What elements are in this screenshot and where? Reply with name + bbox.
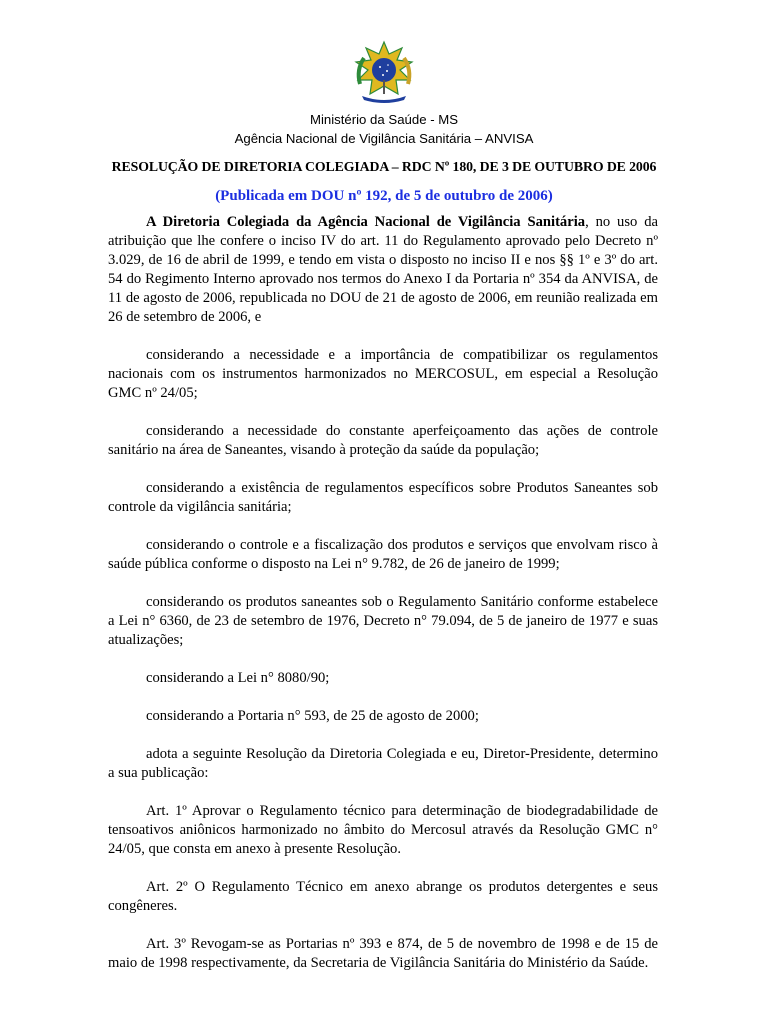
intro-paragraph <box>108 213 658 327</box>
paragraph: adota a seguinte Resolução da Diretoria Colegiada e eu, Diretor-Presidente, determino a sua publicação: <box>108 746 658 781</box>
paragraph: considerando o controle e a fiscalização dos produtos e serviços que envolvam risco à saúde pública conforme o disposto na Lei n° 9.782, de 26 de janeiro de 1999; <box>108 537 658 572</box>
ministry-name: Ministério da Saúde - MS <box>309 112 459 127</box>
paragraph: considerando a Lei n° 8080/90; <box>146 670 330 686</box>
publication-note: (Publicada em DOU nº 192, de 5 de outubro de 2006) <box>215 188 553 204</box>
article-3: Art. 3º Revogam-se as Portarias nº 393 e 874, de 5 de novembro de 1998 e de 15 de maio de 1998 respectivamente, da Secretaria de Vigilância Sanitária do Ministério da Saúde. <box>108 936 658 971</box>
resolution-title: RESOLUÇÃO DE DIRETORIA COLEGIADA – RDC Nº 180, DE 3 DE OUTUBRO DE 2006 <box>111 159 657 174</box>
paragraph: considerando a necessidade do constante aperfeiçoamento das ações de controle sanitário na área de Saneantes, visando à proteção da saúde da população; <box>108 423 658 458</box>
paragraph: considerando a Portaria n° 593, de 25 de agosto de 2000; <box>146 708 479 724</box>
resolution-body <box>108 213 658 992</box>
article-1: Art. 1º Aprovar o Regulamento técnico para determinação de biodegradabilidade de tensoativos aniônicos harmonizado no âmbito do Mercosul através da Resolução GMC n° 24/05, que consta em anexo à presente Resolução. <box>108 803 658 857</box>
agency-name: Agência Nacional de Vigilância Sanitária – ANVISA <box>234 131 534 146</box>
paragraph: considerando a necessidade e a importância de compatibilizar os regulamentos nacionais com os instrumentos harmonizados no MERCOSUL, em especial a Resolução GMC nº 24/05; <box>108 347 658 401</box>
paragraph: considerando os produtos saneantes sob o Regulamento Sanitário conforme estabelece a Lei n° 6360, de 23 de setembro de 1976, Decreto n° 79.094, de 5 de janeiro de 1977 e suas atualizações; <box>108 594 658 648</box>
paragraph: considerando a existência de regulamentos específicos sobre Produtos Saneantes sob controle da vigilância sanitária; <box>108 480 658 515</box>
intro-text: , no uso da atribuição que lhe confere o inciso IV do art. 11 do Regulamento aprovado pelo Decreto nº 3.029, de 16 de abril de 1999, e tendo em vista o disposto no inciso II e nos §§ 1º e 3º do art. 54 do Regimento Interno aprovado nos termos do Anexo I da Portaria nº 354 da ANVISA, de 11 de agosto de 2006, republicada no DOU de 21 de agosto de 2006, em reunião realizada em 26 de setembro de 2006, e <box>108 214 658 325</box>
intro-bold-text: A Diretoria Colegiada da Agência Nacional de Vigilância Sanitária <box>146 214 586 230</box>
brazil-coat-of-arms-icon <box>350 40 418 106</box>
article-2: Art. 2º O Regulamento Técnico em anexo abrange os produtos detergentes e seus congêneres. <box>108 879 658 914</box>
